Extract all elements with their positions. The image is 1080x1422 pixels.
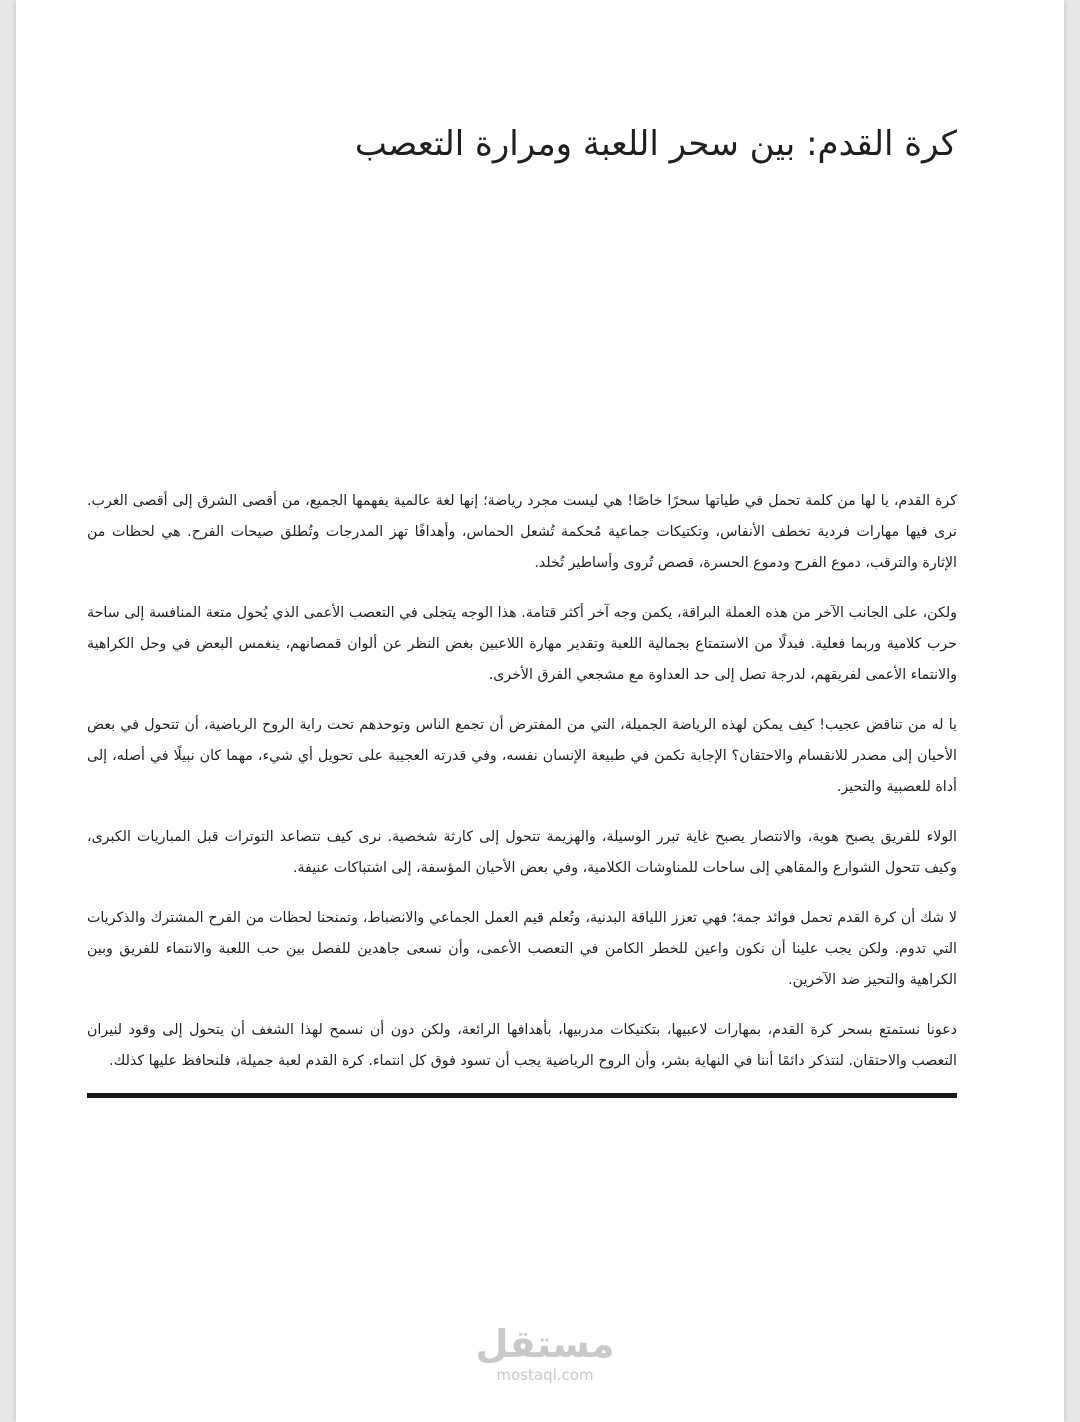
document-body: [87, 486, 957, 1096]
watermark-domain: mostaql.com: [496, 1366, 594, 1384]
paragraph-1: كرة القدم، يا لها من كلمة تحمل في طياتها سحرًا خاصًا! هي ليست مجرد رياضة؛ إنها لغة عالمية يفهمها الجميع، من أقصى الشرق إلى أقصى الغرب. نرى فيها مهارات فردية تخطف الأنفاس، وتكتيكات جماعية مُحكمة تُشعل الحماس، وأهدافًا تهز المدرجات وتُطلق صيحات الفرح. هي لحظات من الإثارة والترقب، دموع الفرح ودموع الحسرة، قصص تُروى وأساطير تُخلد.: [87, 493, 957, 571]
mostaql-watermark: [470, 1322, 620, 1384]
document-title: كرة القدم: بين سحر اللعبة ومرارة التعصب: [354, 124, 957, 164]
paragraph-2: ولكن، على الجانب الآخر من هذه العملة البراقة، يكمن وجه آخر أكثر قتامة. هذا الوجه يتجلى في التعصب الأعمى الذي يُحول متعة المنافسة إلى ساحة حرب كلامية وربما فعلية. فبدلًا من الاستمتاع بجمالية اللعبة وتقدير مهارة اللاعبين بغض النظر عن ألوان قمصانهم، ينغمس البعض في وحل الكراهية والانتماء الأعمى لفريقهم، لدرجة تصل إلى حد العداوة مع مشجعي الفرق الأخرى.: [87, 605, 957, 683]
paragraph-4: الولاء للفريق يصبح هوية، والانتصار يصبح غاية تبرر الوسيلة، والهزيمة تتحول إلى كارثة شخصية. نرى كيف تتصاعد التوترات قبل المباريات الكبرى، وكيف تتحول الشوارع والمقاهي إلى ساحات للمناوشات الكلامية، وفي بعض الأحيان المؤسفة، إلى اشتباكات عنيفة.: [87, 829, 957, 876]
document-page: [16, 0, 1064, 1422]
paragraph-6: دعونا نستمتع بسحر كرة القدم، بمهارات لاعبيها، بتكتيكات مدربيها، بأهدافها الرائعة، ولكن دون أن نسمح لهذا الشغف أن يتحول إلى وقود لنيران التعصب والاحتقان. لنتذكر دائمًا أننا في النهاية بشر، وأن الروح الرياضية يجب أن تسود فوق كل انتماء. كرة القدم لعبة جميلة، فلنحافظ عليها كذلك.: [87, 1022, 957, 1069]
paragraph-3: يا له من تناقض عجيب! كيف يمكن لهذه الرياضة الجميلة، التي من المفترض أن تجمع الناس وتوحدهم تحت راية الروح الرياضية، أن تتحول في بعض الأحيان إلى مصدر للانقسام والاحتقان؟ الإجابة تكمن في طبيعة الإنسان نفسه، وفي قدرته العجيبة على تحويل أي شيء، مهما كان نبيلًا في أصله، إلى أداة للعصبية والتحيز.: [87, 717, 957, 795]
watermark-logo: مستقل: [475, 1322, 615, 1366]
paragraph-5: لا شك أن كرة القدم تحمل فوائد جمة؛ فهي تعزز اللياقة البدنية، وتُعلم قيم العمل الجماعي والانضباط، وتمنحنا لحظات من الفرح المشترك والذكريات التي تدوم. ولكن يجب علينا أن نكون واعين للخطر الكامن في التعصب الأعمى، وأن نسعى جاهدين للفصل بين حب اللعبة والانتماء للفريق وبين الكراهية والتحيز ضد الآخرين.: [87, 910, 957, 988]
horizontal-divider: [87, 1093, 957, 1098]
